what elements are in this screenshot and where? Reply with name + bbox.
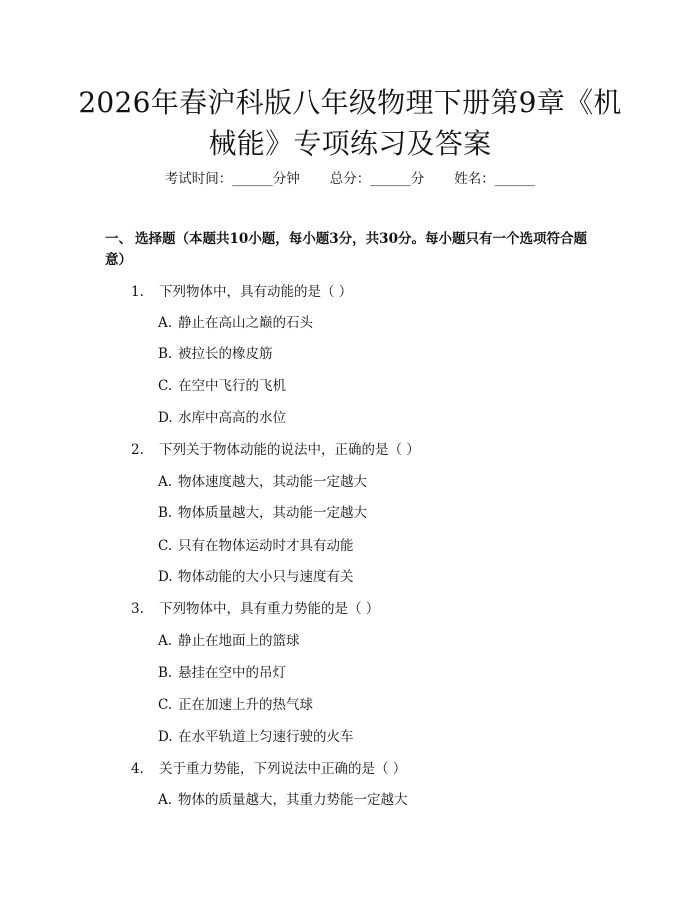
exam-meta-line xyxy=(0,169,700,189)
option-label: A. xyxy=(158,633,173,649)
question-2-option-d xyxy=(158,567,354,587)
option-text: 物体动能的大小只与速度有关 xyxy=(178,569,354,585)
question-3-option-d xyxy=(158,727,354,747)
option-text: 只有在物体运动时才具有动能 xyxy=(178,538,354,554)
question-1-option-b xyxy=(158,344,273,364)
question-text: 下列关于物体动能的说法中，正确的是（ ） xyxy=(159,442,420,458)
section-number: 一、 xyxy=(105,231,132,247)
option-label: B. xyxy=(158,505,173,521)
section-heading-text: 选择题（本题共10小题，每小题3分，共30分。每小题只有一个选项符合题意） xyxy=(105,231,587,268)
question-text: 下列物体中，具有动能的是（ ） xyxy=(159,284,353,300)
exam-time-field: 考试时间：______分钟 xyxy=(164,171,300,187)
question-3 xyxy=(131,599,379,619)
question-2-option-c xyxy=(158,536,354,556)
question-3-option-b xyxy=(158,663,286,683)
question-2-option-b xyxy=(158,503,367,523)
question-2 xyxy=(131,440,420,460)
question-1-option-a xyxy=(158,313,313,333)
option-text: 静止在地面上的篮球 xyxy=(178,633,300,649)
question-1-option-d xyxy=(158,408,286,428)
option-label: C. xyxy=(158,378,173,394)
option-label: B. xyxy=(158,665,173,681)
question-number: 3. xyxy=(131,601,144,617)
option-label: A. xyxy=(158,315,173,331)
option-text: 物体质量越大，其动能一定越大 xyxy=(178,505,367,521)
question-number: 4. xyxy=(131,761,144,777)
question-3-option-c xyxy=(158,695,313,715)
question-4-option-a xyxy=(158,790,408,810)
question-text: 下列物体中，具有重力势能的是（ ） xyxy=(159,601,380,617)
option-text: 悬挂在空中的吊灯 xyxy=(178,665,286,681)
option-label: D. xyxy=(158,729,173,745)
option-text: 在空中飞行的飞机 xyxy=(178,378,286,394)
option-label: A. xyxy=(158,474,173,490)
option-text: 正在加速上升的热气球 xyxy=(178,697,313,713)
question-number: 2. xyxy=(131,442,144,458)
option-text: 物体速度越大，其动能一定越大 xyxy=(178,474,367,490)
option-text: 在水平轨道上匀速行驶的火车 xyxy=(178,729,354,745)
question-3-option-a xyxy=(158,631,300,651)
option-label: D. xyxy=(158,410,173,426)
option-label: A. xyxy=(158,792,173,808)
student-name-field: 姓名：______ xyxy=(454,171,536,187)
option-text: 被拉长的橡皮筋 xyxy=(178,346,273,362)
option-label: C. xyxy=(158,697,173,713)
option-text: 水库中高高的水位 xyxy=(178,410,286,426)
option-label: C. xyxy=(158,538,173,554)
question-text: 关于重力势能，下列说法中正确的是（ ） xyxy=(159,761,407,777)
page-title: 2026年春沪科版八年级物理下册第9章《机械能》专项练习及答案 xyxy=(78,86,622,160)
question-1-option-c xyxy=(158,376,286,396)
option-label: B. xyxy=(158,346,173,362)
option-text: 静止在高山之巅的石头 xyxy=(178,315,313,331)
option-label: D. xyxy=(158,569,173,585)
question-4 xyxy=(131,759,406,779)
question-number: 1. xyxy=(131,284,144,300)
question-2-option-a xyxy=(158,472,367,492)
question-1 xyxy=(131,282,352,302)
total-score-field: 总分：______分 xyxy=(329,171,425,187)
option-text: 物体的质量越大，其重力势能一定越大 xyxy=(178,792,408,808)
section-heading xyxy=(105,229,605,271)
